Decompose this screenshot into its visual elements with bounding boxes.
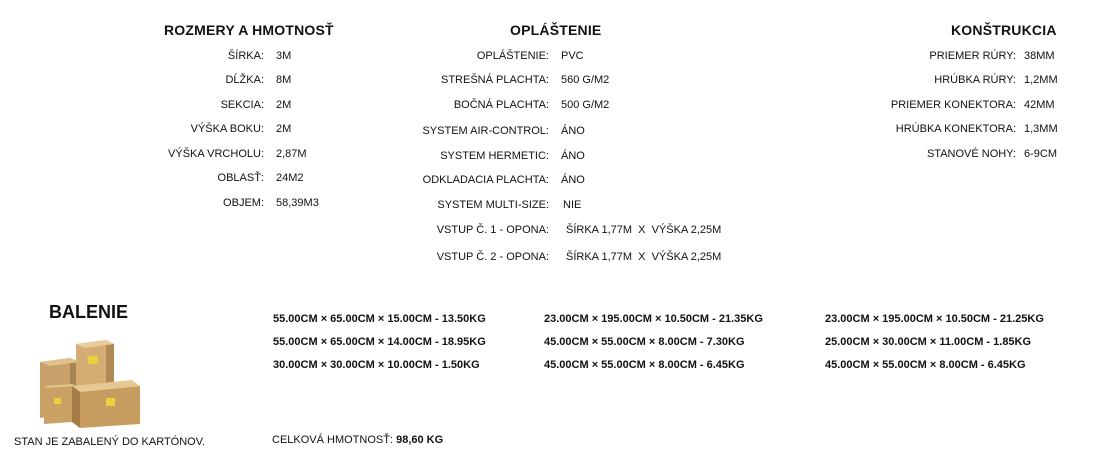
spec-row <box>0 198 800 212</box>
spec-row <box>0 49 1100 63</box>
section-title-rozmery: ROZMERY A HMOTNOSŤ <box>164 22 334 38</box>
spec-label: VSTUP Č. 2 - OPONA: <box>436 251 549 263</box>
spec-value: 500 G/M2 <box>561 99 610 111</box>
spec-label: ODKLADACIA PLACHTA: <box>422 174 549 186</box>
spec-label: SYSTEM AIR-CONTROL: <box>422 125 549 137</box>
spec-label: HRÚBKA KONEKTORA: <box>895 123 1016 135</box>
section-title-oplastenie: OPLÁŠTENIE <box>510 22 602 38</box>
spec-value: ÁNO <box>561 174 585 186</box>
spec-label: PRIEMER KONEKTORA: <box>890 99 1016 111</box>
spec-label: DĹŽKA: <box>225 74 264 86</box>
spec-value: 6-9CM <box>1024 148 1058 160</box>
spec-label: STREŠNÁ PLACHTA: <box>441 74 549 86</box>
package-item: 25.00CM × 30.00CM × 11.00CM - 1.85KG <box>825 336 1032 348</box>
spec-row <box>0 173 800 187</box>
spec-label: STANOVÉ NOHY: <box>926 148 1016 160</box>
spec-value: 24M2 <box>276 172 304 184</box>
package-item: 45.00CM × 55.00CM × 8.00CM - 6.45KG <box>825 359 1026 371</box>
package-item: 45.00CM × 55.00CM × 8.00CM - 6.45KG <box>544 359 745 371</box>
package-column <box>544 312 763 372</box>
balenie-note: STAN JE ZABALENÝ DO KARTÓNOV. <box>14 436 206 448</box>
package-column <box>825 312 1044 372</box>
spec-value: 2M <box>276 123 292 135</box>
spec-label: PRIEMER RÚRY: <box>929 50 1016 62</box>
package-item: 23.00CM × 195.00CM × 10.50CM - 21.35KG <box>544 313 763 325</box>
spec-row <box>0 223 800 237</box>
spec-label: SYSTEM HERMETIC: <box>440 150 549 162</box>
total-weight <box>272 434 443 446</box>
spec-value: ÁNO <box>561 150 585 162</box>
spec-label: OBJEM: <box>223 197 264 209</box>
spec-value: 560 G/M2 <box>561 74 610 86</box>
spec-label: OPLÁŠTENIE: <box>476 50 549 62</box>
package-item: 55.00CM × 65.00CM × 14.00CM - 18.95KG <box>273 336 486 348</box>
spec-value: 2M <box>276 99 292 111</box>
spec-value: ŠÍRKA 1,77M X VÝŠKA 2,25M <box>566 224 722 236</box>
spec-row <box>0 73 1100 87</box>
spec-value: 8M <box>276 74 292 86</box>
spec-row <box>0 147 1100 161</box>
spec-value: ÁNO <box>561 125 585 137</box>
package-item: 30.00CM × 30.00CM × 10.00CM - 1.50KG <box>273 359 480 371</box>
spec-value: 1,3MM <box>1024 123 1058 135</box>
spec-label: SEKCIA: <box>220 99 264 111</box>
spec-label: VÝŠKA VRCHOLU: <box>168 148 264 160</box>
cardboard-boxes-icon <box>36 336 146 430</box>
spec-label: HRÚBKA RÚRY: <box>934 74 1016 86</box>
package-column <box>273 312 486 372</box>
spec-label: VÝŠKA BOKU: <box>190 123 264 135</box>
spec-label: BOČNÁ PLACHTA: <box>453 99 549 111</box>
spec-row <box>0 250 800 264</box>
spec-row <box>0 98 1100 112</box>
spec-label: VSTUP Č. 1 - OPONA: <box>436 224 549 236</box>
spec-value: 1,2MM <box>1024 74 1058 86</box>
total-weight-value: 98,60 KG <box>396 434 444 446</box>
spec-value: PVC <box>561 50 584 62</box>
spec-value: 42MM <box>1024 99 1055 111</box>
spec-label: SYSTEM MULTI-SIZE: <box>437 199 549 211</box>
spec-value: NIE <box>563 199 582 211</box>
spec-value: 38MM <box>1024 50 1055 62</box>
total-weight-label: CELKOVÁ HMOTNOSŤ: <box>272 434 394 446</box>
spec-value: 58,39M3 <box>276 197 319 209</box>
package-item: 45.00CM × 55.00CM × 8.00CM - 7.30KG <box>544 336 745 348</box>
section-title-konstrukcia: KONŠTRUKCIA <box>951 22 1057 38</box>
spec-value: 2,87M <box>276 148 307 160</box>
spec-value: 3M <box>276 50 292 62</box>
spec-value: ŠÍRKA 1,77M X VÝŠKA 2,25M <box>566 251 722 263</box>
package-item: 23.00CM × 195.00CM × 10.50CM - 21.25KG <box>825 313 1044 325</box>
balenie-title: BALENIE <box>49 302 129 322</box>
spec-label: OBLASŤ: <box>217 172 264 184</box>
spec-label: ŠÍRKA: <box>227 50 264 62</box>
package-item: 55.00CM × 65.00CM × 15.00CM - 13.50KG <box>273 313 486 325</box>
spec-row <box>0 122 1100 136</box>
